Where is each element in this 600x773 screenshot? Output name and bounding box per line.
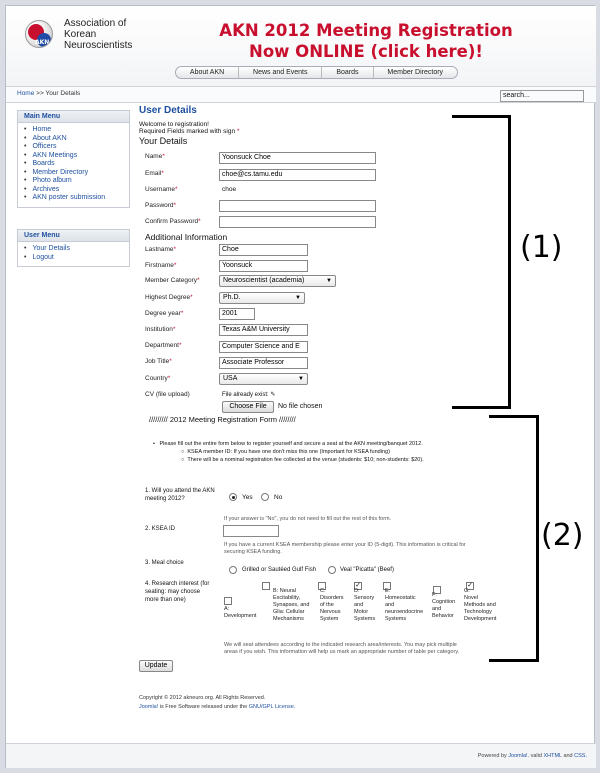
chevron-down-icon: ▼ <box>326 278 332 284</box>
instruction-bullet-3: ○ There will be a nominal registration fee collected at the venue (students: $10; non-students: $20). <box>181 457 424 463</box>
menu-item-officers[interactable]: • Officers <box>24 143 125 152</box>
instruction-bullet-2: ○ KSEA member ID: If you have one don't miss this one (Important for KSEA funding) <box>181 449 390 455</box>
q1-no-label: No <box>274 494 283 501</box>
interest-d-label: D: Sensory and Motor Systems <box>354 588 376 622</box>
highest-degree-label: Highest Degree* <box>145 294 193 301</box>
breadcrumb-bar <box>6 86 596 103</box>
firstname-field[interactable]: Yoonsuck <box>219 260 308 272</box>
nav-about[interactable]: About AKN <box>176 67 239 78</box>
q4-note-1: We will seat attendees according to the indicated research area/interests. You may pick multiple <box>224 642 457 648</box>
update-button[interactable]: Update <box>139 660 173 672</box>
chevron-down-icon: ▼ <box>298 376 304 382</box>
name-field[interactable]: Yoonsuck Choe <box>219 152 376 164</box>
meal-veal-radio[interactable] <box>328 566 336 574</box>
confirm-password-field[interactable] <box>219 216 376 228</box>
q1-yes-label: Yes <box>242 494 253 501</box>
search-input[interactable]: search... <box>500 90 584 102</box>
department-label: Department* <box>145 342 182 349</box>
interest-g-label: G: Novel Methods and Technology Development <box>464 588 497 622</box>
chevron-down-icon: ▼ <box>295 295 301 301</box>
breadcrumb-current: Your Details <box>45 90 81 97</box>
menu-item-home[interactable]: • Home <box>24 126 125 135</box>
email-field[interactable]: choe@cs.tamu.edu <box>219 169 376 181</box>
nav-news-events[interactable]: News and Events <box>239 67 322 78</box>
member-category-select[interactable]: Neuroscientist (academia) ▼ <box>219 275 336 287</box>
q1-no-radio[interactable] <box>261 493 269 501</box>
main-menu-title: Main Menu <box>18 111 129 123</box>
menu-item-about[interactable]: • About AKN <box>24 135 125 144</box>
meal-veal-label: Veal "Picatta" (Beef) <box>340 567 394 573</box>
department-field[interactable]: Computer Science and E <box>219 341 308 353</box>
menu-item-meetings[interactable]: • AKN Meetings <box>24 152 125 161</box>
firstname-label: Firstname* <box>145 262 177 269</box>
q2-note-2: securing KSEA funding. <box>224 549 282 555</box>
nav-boards[interactable]: Boards <box>322 67 373 78</box>
gpl-license-link[interactable]: GNU/GPL License. <box>248 704 296 710</box>
menu-item-your-details[interactable]: • Your Details <box>24 245 125 254</box>
username-label: Username* <box>145 186 178 193</box>
xhtml-link[interactable]: XHTML <box>543 753 562 759</box>
interest-c-label: C: Disorders of the Nervous System <box>320 588 344 622</box>
interest-b-label: B: Neural Excitability, Synapses, and Glia: Cellular Mechanisms <box>273 588 310 622</box>
country-label: Country* <box>145 375 171 382</box>
welcome-text: Welcome to registration! <box>139 121 209 128</box>
section-your-details: Your Details <box>139 136 188 146</box>
registration-banner-link[interactable]: AKN 2012 Meeting Registration Now ONLINE (click here)! <box>219 21 513 61</box>
user-menu <box>17 229 130 267</box>
confirm-password-label: Confirm Password* <box>145 218 201 225</box>
instruction-bullet-1: • Please fill out the entire form below to register yourself and secure a seat at the AKN meeting/banquet 2012. <box>153 441 423 447</box>
degree-year-label: Degree year* <box>145 310 184 317</box>
ksea-id-field[interactable] <box>223 525 279 537</box>
institution-label: Institution* <box>145 326 176 333</box>
lastname-field[interactable]: Choe <box>219 244 308 256</box>
menu-item-member-directory[interactable]: • Member Directory <box>24 169 125 178</box>
no-file-chosen-text: No file chosen <box>278 403 323 410</box>
powered-joomla-link[interactable]: Joomla! <box>508 753 528 759</box>
annotation-bracket-1 <box>452 115 511 409</box>
nav-member-directory[interactable]: Member Directory <box>387 69 444 76</box>
copyright-text: Copyright © 2012 akneuro.org. All Rights Reserved. <box>139 695 266 701</box>
breadcrumb-home-link[interactable]: Home <box>17 90 35 97</box>
username-value: choe <box>222 186 237 193</box>
job-title-label: Job Title* <box>145 358 172 365</box>
powered-by-text: Powered by Joomla!. valid XHTML and CSS. <box>477 753 587 759</box>
meal-fish-label: Grilled or Sautéed Gulf Fish <box>242 567 317 573</box>
email-label: Email* <box>145 170 164 177</box>
powered-by-bar <box>6 743 596 768</box>
menu-item-photo-album[interactable]: • Photo album <box>24 177 125 186</box>
annotation-label-1: (1) <box>520 230 563 265</box>
license-text: Joomla! is Free Software released under the GNU/GPL License. <box>139 704 296 710</box>
annotation-label-2: (2) <box>541 518 584 553</box>
interest-d-checkbox[interactable]: ✓ <box>355 582 361 589</box>
akn-logo-icon[interactable]: AKN <box>25 20 53 48</box>
user-menu-title: User Menu <box>18 230 129 242</box>
q1-note: If your answer is "No", you do not need to fill out the rest of this form. <box>224 516 392 522</box>
q4-label: 4. Research interest (for seating: may choose more than one) <box>145 581 210 603</box>
job-title-field[interactable]: Associate Professor <box>219 357 308 369</box>
cv-upload-label: CV (file upload) <box>145 391 190 398</box>
main-menu <box>17 110 130 208</box>
name-label: Name* <box>145 153 165 160</box>
menu-item-boards[interactable]: • Boards <box>24 160 125 169</box>
site-header <box>6 6 596 86</box>
menu-item-archives[interactable]: • Archives <box>24 186 125 195</box>
member-category-label: Member Category* <box>145 277 200 284</box>
q1-label: 1. Will you attend the AKN meeting 2012? <box>145 488 215 502</box>
interest-f-label: F: Cognition and Behavior <box>432 592 456 619</box>
registration-form-title: ///////// 2012 Meeting Registration Form //////// <box>149 415 296 424</box>
interest-a-label: A: Development <box>224 606 257 619</box>
password-label: Password* <box>145 202 177 209</box>
highest-degree-select[interactable]: Ph.D. ▼ <box>219 292 305 304</box>
q3-label: 3. Meal choice <box>145 560 184 566</box>
file-exists-text: File already exist: ✎ <box>222 392 276 398</box>
institution-field[interactable]: Texas A&M University <box>219 324 308 336</box>
meal-fish-radio[interactable] <box>229 566 237 574</box>
degree-year-field[interactable]: 2001 <box>219 308 255 320</box>
top-navigation <box>175 66 458 79</box>
menu-item-poster-submission[interactable]: • AKN poster submission <box>24 194 125 203</box>
q2-label: 2. KSEA ID <box>145 526 176 532</box>
css-link[interactable]: CSS. <box>574 753 587 759</box>
required-note: Required Fields marked with sign * <box>139 128 240 135</box>
interest-g-checkbox[interactable]: ✓ <box>467 582 473 589</box>
country-select[interactable]: USA ▼ <box>219 373 308 385</box>
q1-yes-radio[interactable] <box>229 493 237 501</box>
site-name[interactable]: Association of Korean Neuroscientists <box>64 18 133 51</box>
lastname-label: Lastname* <box>145 246 177 253</box>
q2-note-1: If you have a current KSEA membership please enter your ID (5-digit). This information is critical for <box>224 542 466 548</box>
page-title: User Details <box>139 105 197 116</box>
q4-note-2: areas if you wish. This information will help us mark an appropriate number of table per category. <box>224 649 460 655</box>
breadcrumb: Home >> Your Details <box>17 90 81 97</box>
menu-item-logout[interactable]: • Logout <box>24 254 125 263</box>
password-field[interactable] <box>219 200 376 212</box>
interest-e-label: E: Homeostatic and neuroendocrine Systems <box>385 588 424 622</box>
section-additional-info: Additional Information <box>145 232 228 242</box>
joomla-link[interactable]: Joomla! <box>139 704 159 710</box>
file-icon: ✎ <box>270 392 276 398</box>
choose-file-button[interactable]: Choose File <box>222 401 274 413</box>
annotation-bracket-2 <box>489 415 539 662</box>
interest-a-checkbox[interactable] <box>224 597 232 605</box>
interest-b-checkbox[interactable] <box>262 582 270 590</box>
